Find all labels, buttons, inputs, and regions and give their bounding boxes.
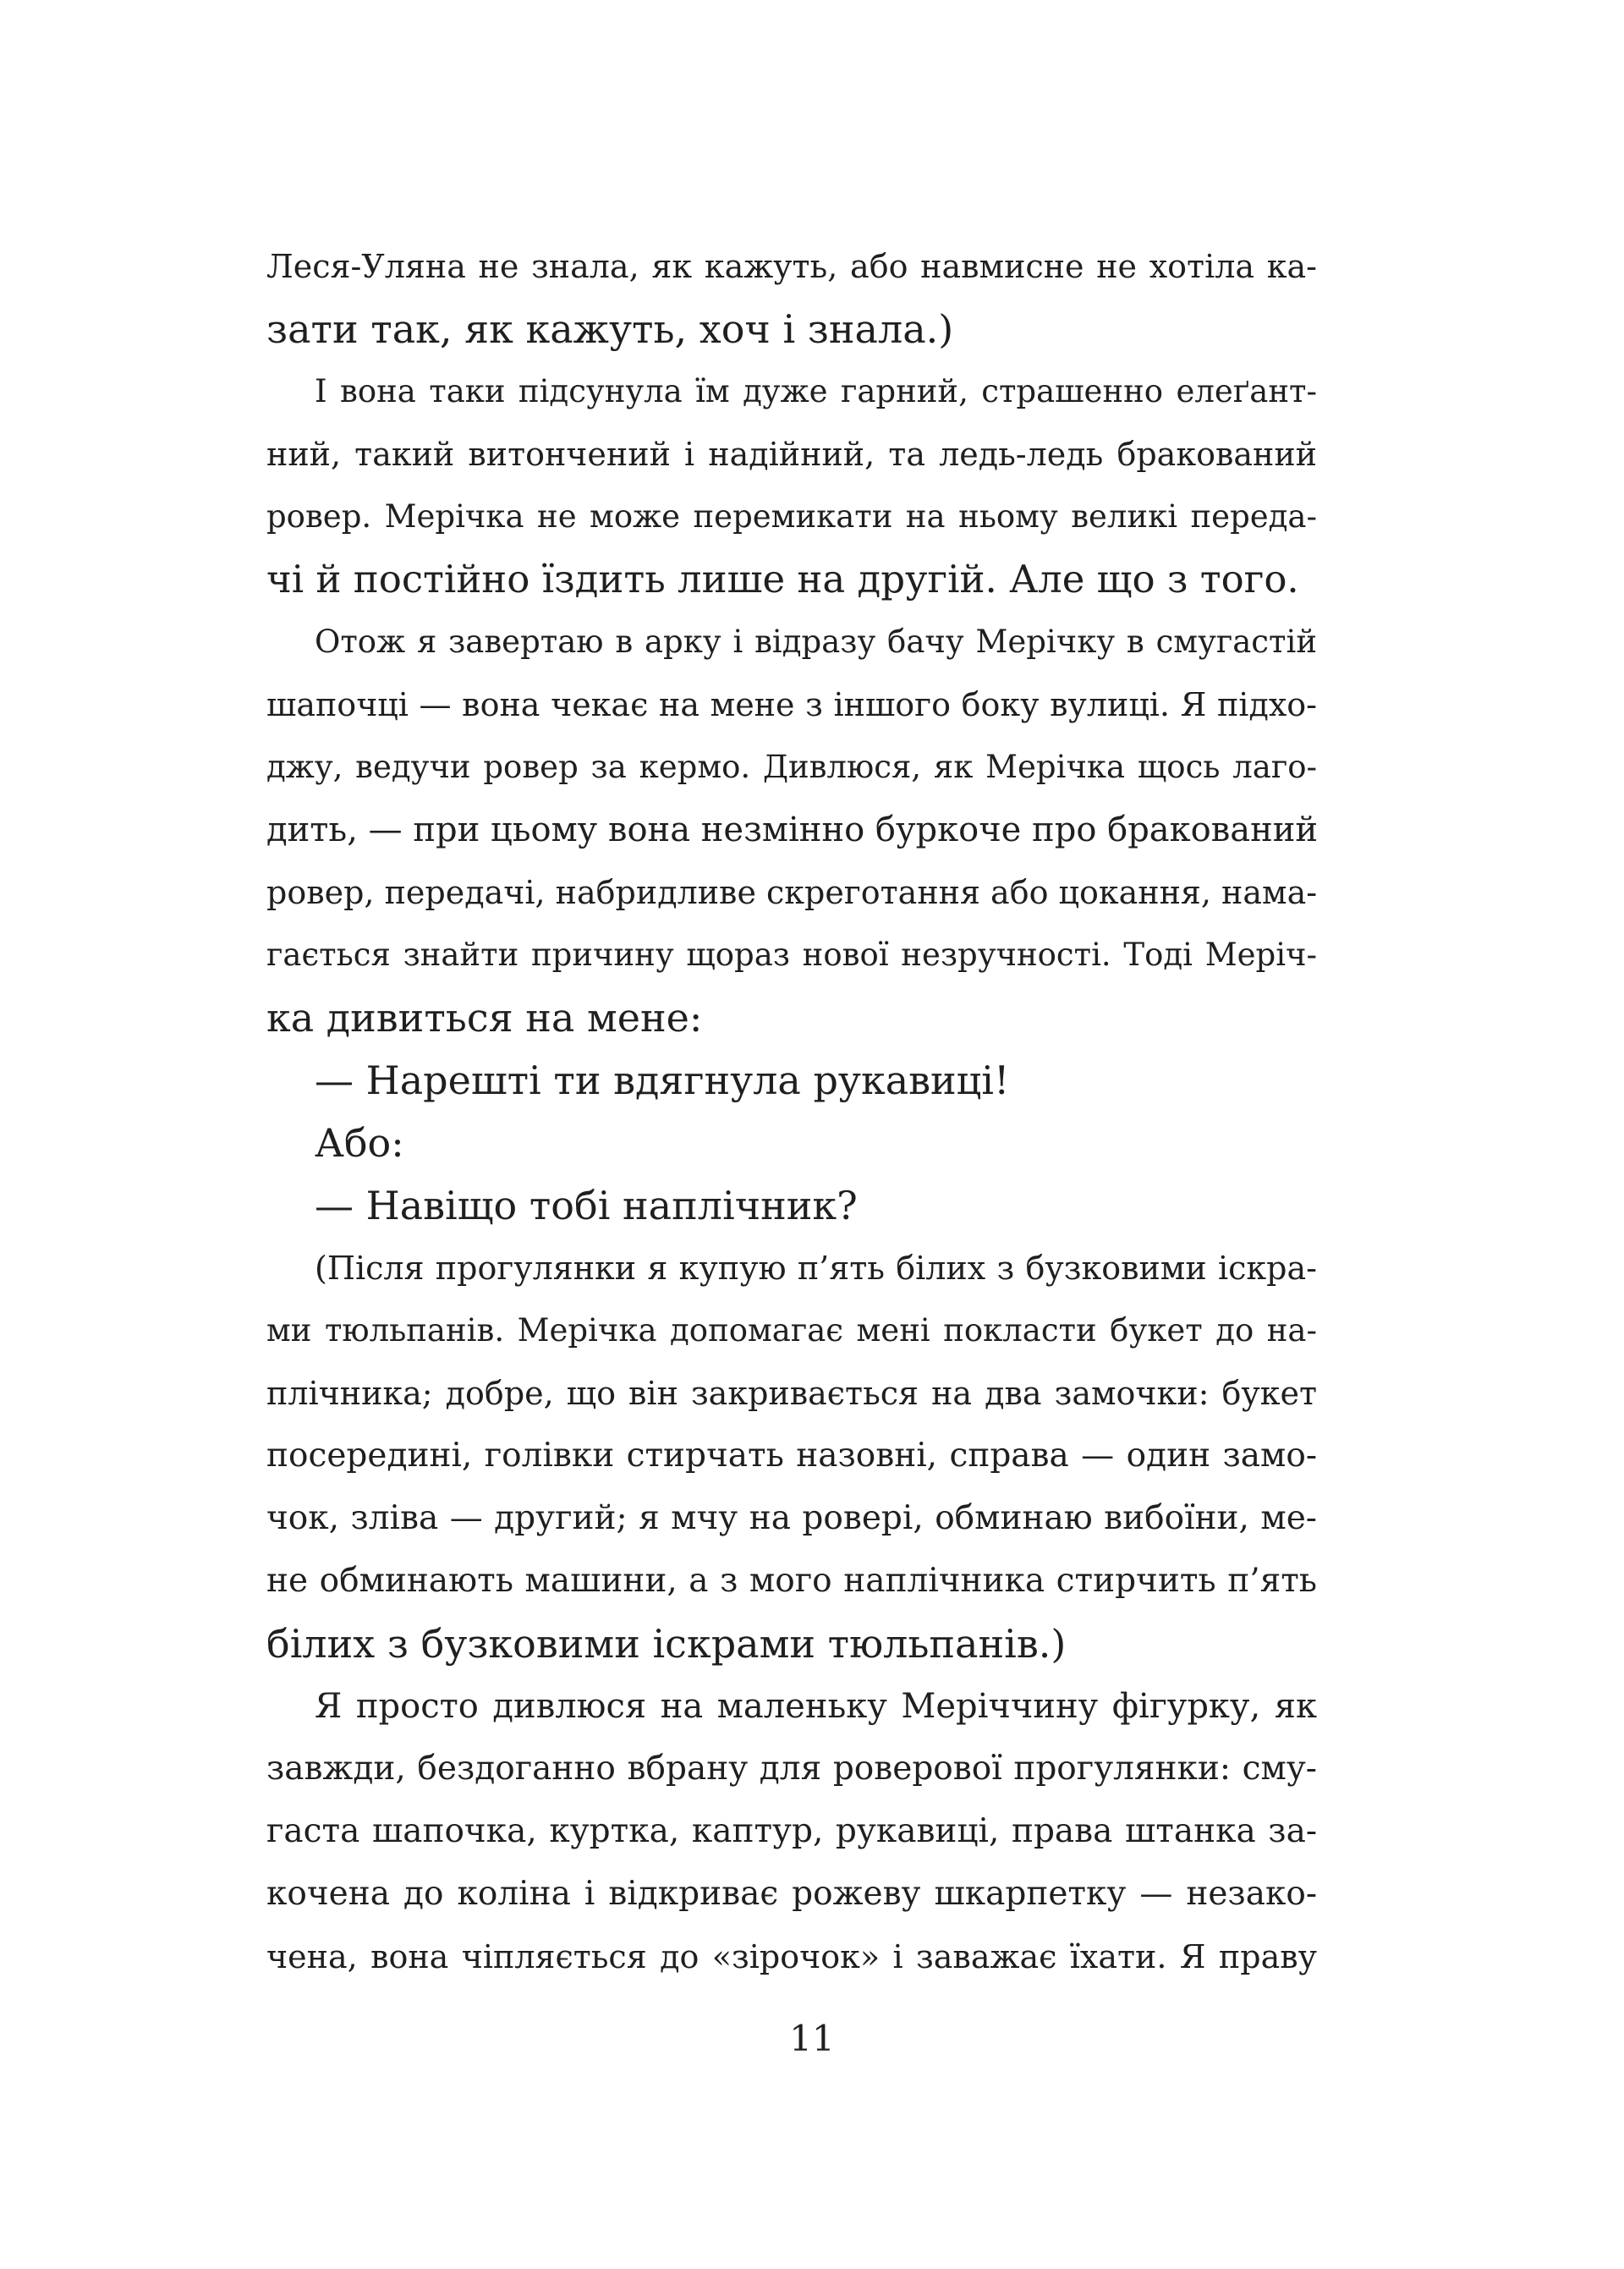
text-line-indented: Я просто дивлюся на маленьку Мерiччину фігурку, як: [315, 1687, 1317, 1726]
text-line: зати так, як кажуть, хоч і знала.): [266, 306, 954, 352]
text-line: Леся-Уляна не знала, як кажуть, або навмисне не хотіла ка-: [266, 248, 1317, 285]
text-line: посередині, голівки стирчать назовні, справа — один замо-: [266, 1437, 1317, 1475]
text-line: плічника; добре, що він закривається на два замочки: букет: [266, 1375, 1317, 1412]
text-line-indented: І вона таки підсунула їм дуже гарний, страшенно елеґант-: [315, 373, 1317, 409]
text-line: гаста шапочка, куртка, каптур, рукавиці, права штанка за-: [266, 1812, 1317, 1850]
page-number: 11: [789, 2018, 835, 2059]
text-line: білих з бузковими іскрами тюльпанів.): [266, 1621, 1067, 1667]
text-line: джу, ведучи ровер за кермо. Дивлюся, як Мерічка щось лаго-: [266, 749, 1317, 785]
text-line: кочена до коліна і відкриває рожеву шкарпетку — незако-: [266, 1875, 1317, 1913]
text-line: ний, такий витончений і надійний, та ледь-ледь бракований: [266, 436, 1317, 473]
text-line: ка дивиться на мене:: [266, 995, 703, 1041]
text-line: чі й постійно їздить лише на другій. Але що з того.: [266, 557, 1299, 602]
text-line-indented: Отож я завертаю в арку і відразу бачу Мерічку в смугастій: [315, 624, 1317, 660]
text-line-indented: (Після прогулянки я купую п’ять білих з бузковими іскра-: [315, 1250, 1317, 1287]
dialogue-line: — Навіщо тобі наплічник?: [315, 1183, 858, 1228]
text-line: ровер. Мерічка не може перемикати на ньому великі переда-: [266, 498, 1317, 535]
text-line: дить, — при цьому вона незмінно буркоче про бракований: [266, 810, 1319, 849]
text-line: гається знайти причину щораз нової незручності. Тоді Меріч-: [266, 937, 1317, 973]
text-line: ми тюльпанів. Мерічка допомагає мені покласти букет до на-: [266, 1312, 1317, 1349]
text-line: чена, вона чіпляється до «зірочок» і заважає їхати. Я праву: [266, 1938, 1317, 1975]
text-line-indented: Або:: [315, 1120, 404, 1166]
text-line: шапочці — вона чекає на мене з іншого боку вулиці. Я підхо-: [266, 686, 1317, 723]
text-line: завжди, бездоганно вбрану для роверової прогулянки: сму-: [266, 1750, 1317, 1788]
text-line: ровер, передачі, набридливе скреготання або цокання, нама-: [266, 874, 1318, 911]
text-line: не обминають машини, а з мого наплічника стирчить п’ять: [266, 1562, 1317, 1600]
dialogue-line: — Нарешті ти вдягнула рукавиці!: [315, 1058, 1010, 1103]
text-line: чок, зліва — другий; я мчу на ровері, обминаю вибоїни, ме-: [266, 1499, 1317, 1537]
